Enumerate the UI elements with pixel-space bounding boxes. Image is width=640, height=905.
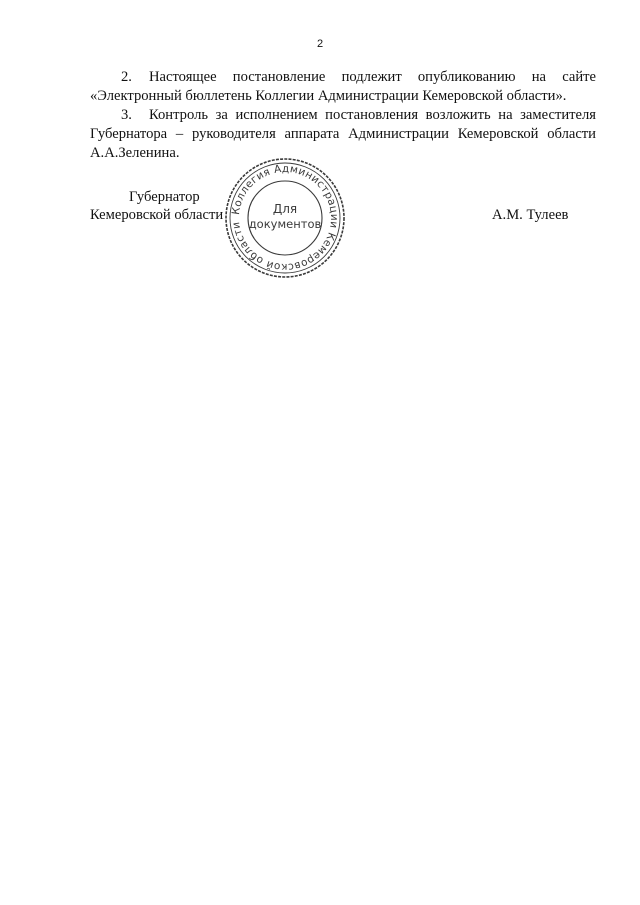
page-number: 2: [316, 38, 324, 50]
document-body: [90, 68, 596, 163]
signatory-name: А.М. Тулеев: [492, 207, 569, 223]
signatory-title-line2: Кемеровской области: [90, 207, 224, 223]
official-stamp: [220, 158, 350, 278]
signatory-title-line1: Губернатор: [129, 189, 200, 205]
paragraph-number: 2.: [121, 69, 132, 85]
paragraph-3: [90, 106, 596, 163]
stamp-center-line2: документов: [248, 217, 322, 231]
stamp-center-line1: Для: [272, 202, 298, 216]
paragraph-number: 3.: [121, 107, 132, 123]
stamp-ring-text: Коллегия Администрации Кемеровской области: [230, 162, 341, 274]
paragraph-text: Контроль за исполнением постановления возложить на заместителя Губернатора – руководителя аппарата Администрации Кемеровской области А.А.Зеленина.: [90, 107, 596, 161]
paragraph-text: Настоящее постановление подлежит опубликованию на сайте «Электронный бюллетень Коллегии Администрации Кемеровской области».: [90, 69, 596, 104]
stamp-seal-graphic: [220, 158, 350, 278]
paragraph-2: [90, 68, 596, 106]
